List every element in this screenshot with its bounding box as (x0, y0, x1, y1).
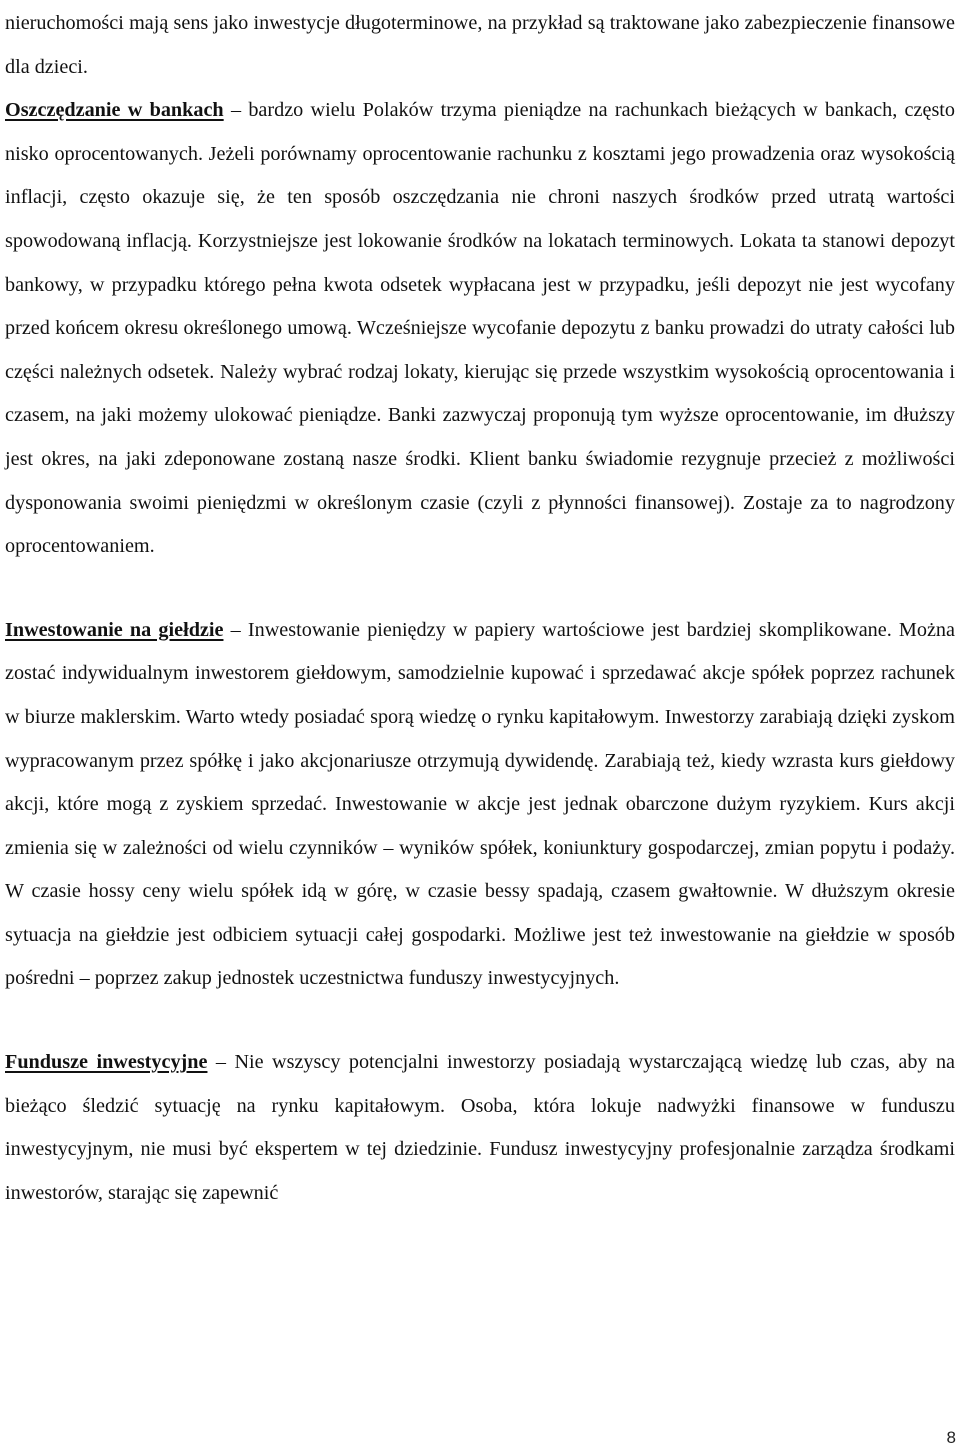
paragraph-gap (5, 569, 955, 609)
section-dash: – (223, 618, 248, 641)
section-dash: – (207, 1051, 235, 1074)
document-page (5, 2, 955, 1215)
section-body-stock-exchange: Inwestowanie pieniędzy w papiery wartościowe jest bardziej skomplikowane. Można zostać indywidualnym inwestorem giełdowym, samodzielnie kupować i sprzedawać akcje spółek poprzez rachunek w biurze maklerskim. Warto wtedy posiadać sporą wiedzę o rynku kapitałowym. Inwestorzy zarabiają dzięki zyskom wypracowanym przez spółkę i jako akcjonariusze otrzymują dywidendę. Zarabiają też, kiedy wzrasta kurs giełdowy akcji, które mogą z zyskiem sprzedać. Inwestowanie w akcje jest jednak obarczone dużym ryzykiem. Kurs akcji zmienia się w zależności od wielu czynników – wyników spółek, koniunktury gospodarczej, zmian popytu i podaży. W czasie hossy ceny wielu spółek idą w górę, w czasie bessy spadają, czasem gwałtownie. W dłuższym okresie sytuacja na giełdzie jest odbiciem sytuacji całej gospodarki. Możliwe jest też inwestowanie na giełdzie w sposób pośredni – poprzez zakup jednostek uczestnictwa funduszy inwestycyjnych. (5, 618, 955, 990)
paragraph-gap (5, 1001, 955, 1041)
paragraph-continued: nieruchomości mają sens jako inwestycje długoterminowe, na przykład są traktowane jako zabezpieczenie finansowe dla dzieci. (5, 12, 955, 78)
section-heading-stock-exchange: Inwestowanie na giełdzie (5, 618, 224, 641)
section-heading-investment-funds: Fundusze inwestycyjne (5, 1051, 208, 1074)
page-number: 8 (946, 1428, 956, 1447)
section-dash: – (223, 99, 249, 122)
section-body-savings-banks: bardzo wielu Polaków trzyma pieniądze na rachunkach bieżących w bankach, często nisko oprocentowanych. Jeżeli porównamy oprocentowanie rachunku z kosztami jego prowadzenia oraz wysokością inflacji, często okazuje się, że ten sposób oszczędzania nie chroni naszych środków przed utratą wartości spowodowaną inflacją. Korzystniejsze jest lokowanie środków na lokatach terminowych. Lokata ta stanowi depozyt bankowy, w przypadku którego pełna kwota odsetek wypłacana jest w przypadku, jeśli depozyt nie jest wycofany przed końcem okresu określonego umową. Wcześniejsze wycofanie depozytu z banku prowadzi do utraty całości lub części należnych odsetek. Należy wybrać rodzaj lokaty, kierując się przede wszystkim wysokością oprocentowania i czasem, na jaki możemy ulokować pieniądze. Banki zazwyczaj proponują tym wyższe oprocentowanie, im dłuższy jest okres, na jaki zdeponowane zostaną nasze środki. Klient banku świadomie rezygnuje przecież z możliwości dysponowania swoimi pieniędzmi w określonym czasie (czyli z płynności finansowej). Zostaje za to nagrodzony oprocentowaniem. (5, 99, 955, 558)
section-heading-savings-banks: Oszczędzanie w bankach (5, 99, 224, 122)
section-stock-exchange (5, 609, 955, 1001)
section-investment-funds (5, 1041, 955, 1215)
section-savings-banks (5, 89, 955, 569)
section-body-investment-funds: Nie wszyscy potencjalni inwestorzy posiadają wystarczającą wiedzę lub czas, aby na bieżąco śledzić sytuację na rynku kapitałowym. Osoba, która lokuje nadwyżki finansowe w funduszu inwestycyjnym, nie musi być ekspertem w tej dziedzinie. Fundusz inwestycyjny profesjonalnie zarządza środkami inwestorów, starając się zapewnić (5, 1051, 955, 1204)
